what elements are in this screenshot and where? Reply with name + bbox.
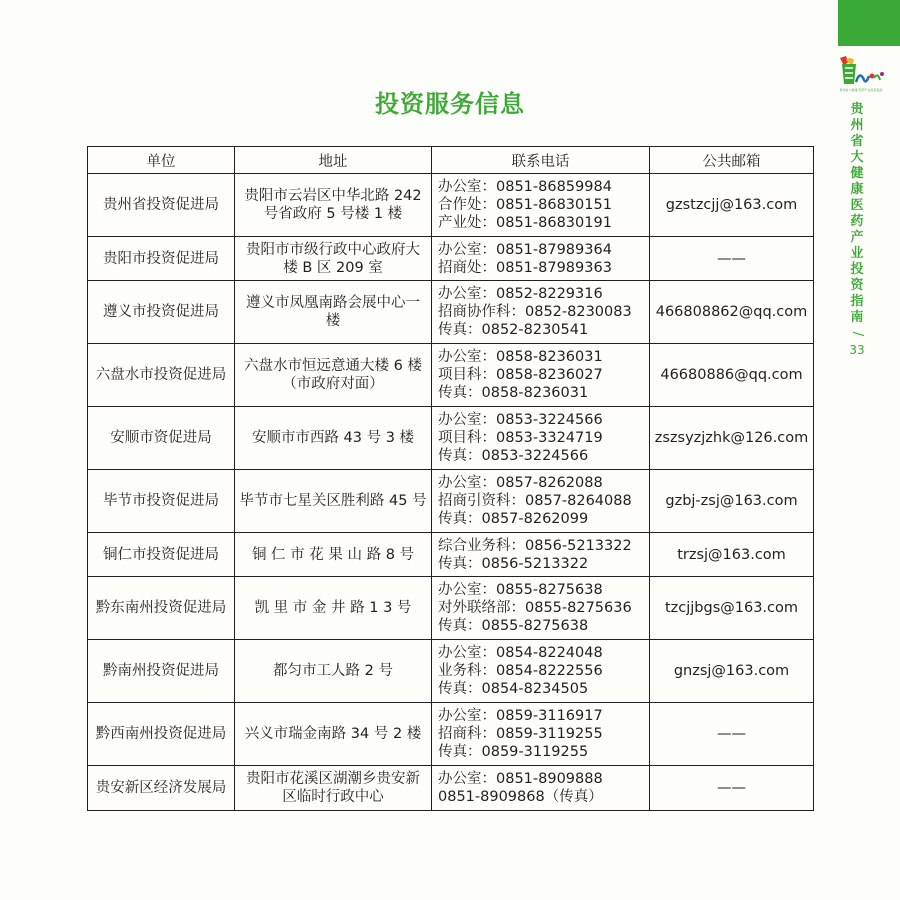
address-cell (235, 703, 432, 766)
unit-cell: 遵义市投资促进局 (88, 281, 235, 344)
contacts-table (87, 146, 814, 811)
address-line: 毕节市七星关区胜利路 45 号 (239, 493, 427, 509)
table-row (88, 237, 814, 281)
phone-line: 办公室：0851-86859984 (438, 179, 612, 195)
phone-line: 传真：0859-3119255 (438, 744, 589, 760)
side-title-text (850, 102, 863, 326)
side-title-char: 省 (850, 134, 864, 149)
phone-line: 办公室：0858-8236031 (438, 349, 603, 365)
phone-line: 招商处：0851-87989363 (438, 259, 612, 276)
address-line: 安顺市市西路 43 号 3 楼 (251, 430, 415, 446)
phone-cell (432, 533, 650, 577)
phone-line: 办公室：0853-3224566 (438, 412, 603, 428)
phone-line: 办公室：0857-8262088 (438, 475, 603, 491)
email-cell: —— (650, 766, 814, 811)
phone-line: 0851-8909868（传真） (438, 789, 603, 805)
address-cell (235, 281, 432, 344)
phone-cell (432, 766, 650, 811)
side-title-char: 医 (850, 198, 864, 213)
email-cell: tzcjjbgs@163.com (650, 577, 814, 640)
phone-line: 招商协作科：0852-8230083 (438, 304, 632, 320)
logo-caption: 贵州省大健康 医药产业投资指南 (839, 88, 883, 92)
phone-line: 合作处：0851-86830151 (438, 197, 612, 213)
table-row (88, 344, 814, 407)
phone-line: 传真：0852-8230541 (438, 322, 589, 338)
phone-line: 办公室：0852-8229316 (438, 286, 603, 302)
phone-line: 综合业务科：0856-5213322 (438, 537, 632, 554)
email-cell: gzbj-zsj@163.com (650, 470, 814, 533)
corner-tab (838, 0, 900, 46)
phone-cell (432, 407, 650, 470)
side-title-char: 指 (850, 294, 864, 309)
phone-cell (432, 237, 650, 281)
address-line: 铜 仁 市 花 果 山 路 8 号 (251, 546, 415, 563)
side-title-slash: / (849, 331, 865, 337)
phone-line: 招商引资科：0857-8264088 (438, 493, 632, 509)
header-address: 地址 (235, 147, 432, 174)
unit-cell: 黔南州投资促进局 (88, 640, 235, 703)
address-cell (235, 407, 432, 470)
address-line: 区临时行政中心 (282, 789, 384, 805)
unit-cell: 贵安新区经济发展局 (88, 766, 235, 811)
address-line: 楼 B 区 209 室 (283, 259, 383, 276)
address-line: （市政府对面） (282, 376, 384, 392)
phone-line: 产业处：0851-86830191 (438, 215, 612, 231)
table-row (88, 407, 814, 470)
phone-cell (432, 640, 650, 703)
side-title-char: 贵 (850, 102, 864, 117)
address-cell (235, 640, 432, 703)
phone-line: 办公室：0859-3116917 (438, 708, 603, 724)
address-line: 都匀市工人路 2 号 (273, 663, 393, 679)
unit-cell: 毕节市投资促进局 (88, 470, 235, 533)
email-cell: —— (650, 703, 814, 766)
phone-line: 传真：0855-8275638 (438, 618, 589, 634)
address-cell (235, 577, 432, 640)
phone-line: 办公室：0854-8224048 (438, 645, 603, 661)
email-cell: gzstzcjj@163.com (650, 174, 814, 237)
phone-line: 办公室：0851-87989364 (438, 241, 612, 258)
phone-line: 招商科：0859-3119255 (438, 726, 603, 742)
unit-cell: 六盘水市投资促进局 (88, 344, 235, 407)
address-cell (235, 174, 432, 237)
table-row (88, 281, 814, 344)
phone-cell (432, 470, 650, 533)
table-row (88, 533, 814, 577)
phone-line: 办公室：0855-8275638 (438, 582, 603, 598)
phone-line: 传真：0856-5213322 (438, 555, 589, 572)
page-number: 33 (849, 343, 865, 357)
address-cell (235, 533, 432, 577)
unit-cell: 贵州省投资促进局 (88, 174, 235, 237)
phone-line: 项目科：0858-8236027 (438, 367, 603, 383)
address-cell (235, 237, 432, 281)
header-email: 公共邮箱 (650, 147, 814, 174)
table-row (88, 766, 814, 811)
phone-cell (432, 174, 650, 237)
unit-cell: 黔西南州投资促进局 (88, 703, 235, 766)
table-row (88, 577, 814, 640)
address-line: 楼 (325, 313, 341, 329)
email-cell: —— (650, 237, 814, 281)
address-cell (235, 470, 432, 533)
address-line: 贵阳市市级行政中心政府大 (246, 241, 420, 258)
address-cell (235, 344, 432, 407)
phone-line: 业务科：0854-8222556 (438, 663, 603, 679)
table-row (88, 703, 814, 766)
side-title-char: 健 (850, 166, 864, 181)
side-title (846, 102, 868, 358)
side-title-char: 南 (850, 310, 864, 325)
address-line: 贵阳市花溪区湖潮乡贵安新 (246, 771, 420, 787)
phone-cell (432, 344, 650, 407)
header-unit: 单位 (88, 147, 235, 174)
phone-cell (432, 703, 650, 766)
side-title-char: 大 (850, 150, 864, 165)
page-title: 投资服务信息 (375, 90, 525, 118)
address-line: 贵阳市云岩区中华北路 242 (244, 188, 422, 204)
unit-cell: 安顺市资促进局 (88, 407, 235, 470)
email-cell: gnzsj@163.com (650, 640, 814, 703)
address-line: 凯 里 市 金 井 路 1 3 号 (254, 600, 412, 616)
phone-line: 传真：0858-8236031 (438, 385, 589, 401)
unit-cell: 贵阳市投资促进局 (88, 237, 235, 281)
header-phone: 联系电话 (432, 147, 650, 174)
table-row (88, 640, 814, 703)
phone-line: 对外联络部：0855-8275636 (438, 600, 632, 616)
side-title-char: 投 (850, 262, 864, 277)
side-title-char: 产 (850, 230, 864, 245)
table-header-row (88, 147, 814, 174)
address-line: 六盘水市恒远意通大楼 6 楼 (244, 358, 422, 374)
email-cell: 466808862@qq.com (650, 281, 814, 344)
address-line: 号省政府 5 号楼 1 楼 (263, 206, 403, 222)
unit-cell: 黔东南州投资促进局 (88, 577, 235, 640)
phone-cell (432, 577, 650, 640)
email-cell: zszsyzjzhk@126.com (650, 407, 814, 470)
phone-line: 项目科：0853-3324719 (438, 430, 603, 446)
phone-line: 传真：0854-8234505 (438, 681, 589, 697)
address-line: 遵义市凤凰南路会展中心一 (246, 295, 420, 311)
side-title-char: 康 (850, 182, 864, 197)
phone-line: 传真：0857-8262099 (438, 511, 589, 527)
table-row (88, 470, 814, 533)
address-cell (235, 766, 432, 811)
email-cell: trzsj@163.com (650, 533, 814, 577)
unit-cell: 铜仁市投资促进局 (88, 533, 235, 577)
side-title-char: 资 (850, 278, 864, 293)
phone-line: 办公室：0851-8909888 (438, 771, 603, 787)
side-title-char: 州 (850, 118, 864, 133)
side-title-char: 药 (850, 214, 864, 229)
phone-line: 传真：0853-3224566 (438, 448, 589, 464)
email-cell: 46680886@qq.com (650, 344, 814, 407)
table-row (88, 174, 814, 237)
side-title-char: 业 (850, 246, 864, 261)
phone-cell (432, 281, 650, 344)
address-line: 兴义市瑞金南路 34 号 2 楼 (244, 726, 422, 742)
